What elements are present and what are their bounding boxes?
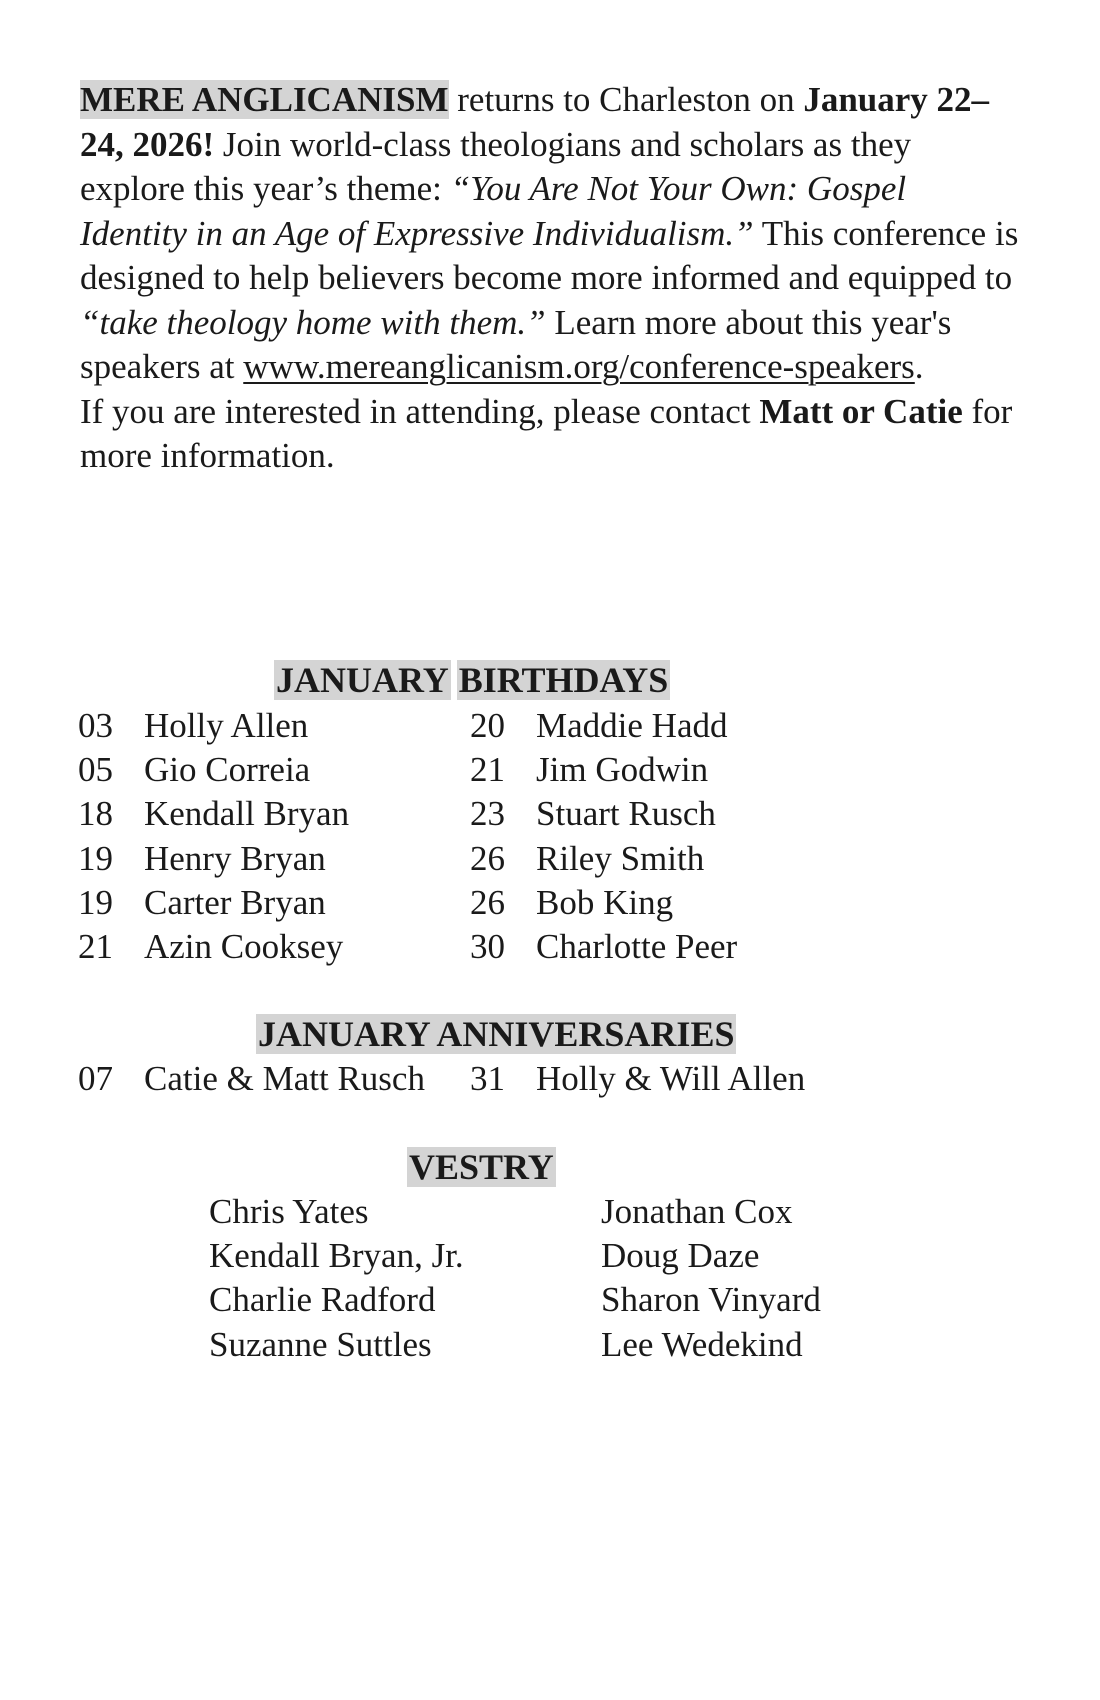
anniversary-couple: Holly & Will Allen	[536, 1059, 806, 1098]
vestry-member: Charlie Radford	[209, 1280, 436, 1320]
birthday-name: Maddie Hadd	[536, 706, 728, 745]
conference-theme: “You Are Not Your Own: Gospel Identity in an Age of Expressive Individualism.”	[80, 169, 907, 253]
speakers-link[interactable]: www.mereanglicanism.org/conference-speakers	[243, 347, 915, 386]
vestry-member: Sharon Vinyard	[601, 1280, 821, 1320]
birthday-name: Bob King	[536, 882, 674, 922]
anniversary-day: 31	[470, 1059, 505, 1098]
birthday-day: 19	[78, 882, 113, 922]
birthdays-heading-month: JANUARY	[276, 660, 449, 700]
announcement-paragraph	[80, 78, 1020, 479]
birthday-name: Carter Bryan	[144, 882, 326, 922]
birthday-day: 21	[470, 750, 505, 790]
anniversary-day: 07	[78, 1059, 113, 1098]
birthday-day: 20	[470, 706, 505, 745]
birthday-day: 26	[470, 838, 505, 878]
birthday-day: 05	[78, 750, 113, 790]
event-dates: January 22–24, 2026!	[80, 80, 990, 164]
birthday-name: Holly Allen	[144, 706, 309, 745]
birthday-name: Charlotte Peer	[536, 927, 738, 966]
vestry-heading-text: VESTRY	[409, 1147, 554, 1187]
conference-quote: “take theology home with them.”	[80, 302, 546, 342]
birthdays-heading-title: BIRTHDAYS	[458, 660, 669, 700]
birthday-day: 26	[470, 882, 505, 922]
vestry-member: Suzanne Suttles	[209, 1324, 432, 1364]
event-name: MERE ANGLICANISM	[80, 80, 449, 119]
birthday-day: 30	[470, 927, 505, 966]
anniversaries-heading	[256, 1012, 736, 1056]
announcement-text: .	[914, 347, 924, 386]
birthday-day: 23	[470, 794, 505, 834]
anniversaries-heading-text: JANUARY ANNIVERSARIES	[258, 1014, 735, 1054]
birthday-name: Henry Bryan	[144, 838, 326, 878]
birthday-name: Kendall Bryan	[144, 794, 350, 834]
vestry-member: Doug Daze	[601, 1236, 760, 1276]
announcement-text: returns to Charleston on	[448, 80, 804, 119]
birthday-name: Azin Cooksey	[144, 927, 344, 966]
announcement-text: This conference is designed to help believers become more informed and equipped to	[80, 213, 1019, 297]
birthdays-heading	[274, 658, 670, 702]
vestry-member: Jonathan Cox	[601, 1192, 793, 1231]
anniversary-couple: Catie & Matt Rusch	[144, 1059, 425, 1098]
vestry-member: Lee Wedekind	[601, 1324, 803, 1364]
birthday-name: Gio Correia	[144, 750, 311, 790]
announcement-text: Join world-class theologians and scholars as they explore this year’s theme:	[80, 124, 912, 208]
vestry-member: Chris Yates	[209, 1192, 369, 1231]
vestry-member: Kendall Bryan, Jr.	[209, 1236, 464, 1276]
birthday-day: 19	[78, 838, 113, 878]
announcement-text: for more information.	[80, 391, 1013, 475]
contact-names: Matt or Catie	[759, 391, 963, 431]
vestry-heading	[407, 1145, 556, 1189]
birthday-name: Riley Smith	[536, 838, 705, 878]
birthday-name: Stuart Rusch	[536, 794, 716, 834]
birthday-day: 18	[78, 794, 113, 834]
birthday-name: Jim Godwin	[536, 750, 709, 790]
announcement-text: Learn more about this year's speakers at	[80, 302, 952, 386]
announcement-text: If you are interested in attending, please contact	[80, 391, 760, 431]
birthday-day: 21	[78, 927, 113, 966]
birthday-day: 03	[78, 706, 113, 745]
